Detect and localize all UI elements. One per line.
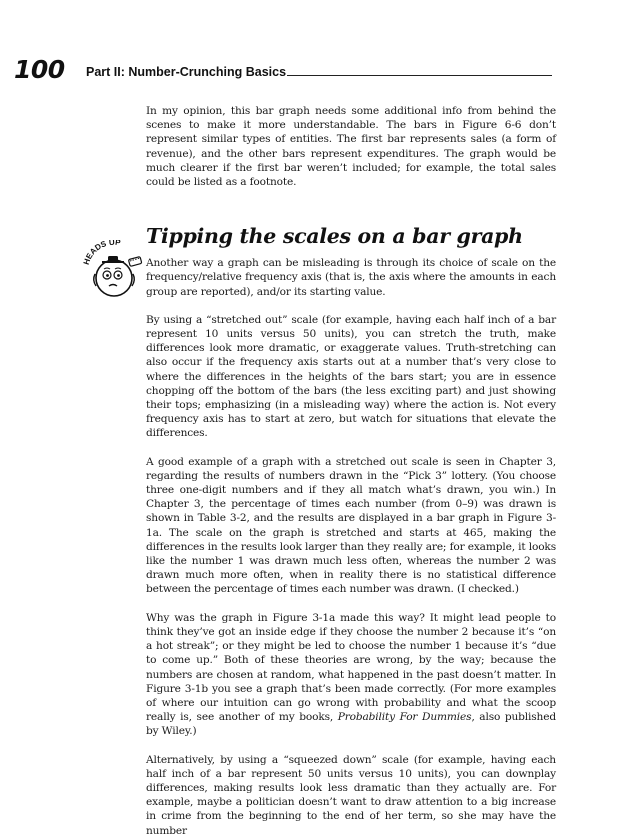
body-paragraph: By using a “stretched out” scale (for example, having each half inch of a bar represent 10 units versus 50 units), you can stretch the truth, make differences look more dramatic, or exaggerate values. Truth-stretching can also occur if the frequency axis starts out at a number that’s very close to where the differences in the heights of the bars start; you are in essence chopping off the bottom of the bars (the less exciting part) and just showing their tops; emphasizing (in a misleading way) where the action is. Not every frequency axis has to start at zero, but watch for situations that elevate the differences. [146, 313, 556, 440]
heads-up-icon-label: HEADS UP [82, 240, 122, 266]
heads-up-icon [82, 240, 146, 300]
body-paragraph-why [146, 611, 556, 739]
body-paragraph: A good example of a graph with a stretched out scale is seen in Chapter 3, regarding the results of numbers drawn in the “Pick 3” lottery. (You choose three one-digit numbers and if they all match what’s drawn, you win.) In Chapter 3, the percentage of times each number (from 0–9) was drawn is shown in Table 3-2, and the results are displayed in a bar graph in Figure 3-1a. The scale on the graph is stretched and starts at 465, making the differences in the results look larger than they really are; for example, it looks like the number 1 was drawn much less often, whereas the number 2 was drawn much more often, when in reality there is no statistical difference between the percentage of times each number was drawn. (I checked.) [146, 455, 556, 596]
section-heading: Tipping the scales on a bar graph [146, 224, 523, 249]
page-content [146, 104, 556, 838]
header-rule [287, 75, 552, 76]
body-paragraph: Another way a graph can be misleading is through its choice of scale on the frequency/relative frequency axis (that is, the axis where the amounts in each group are reported), and/or its starting value. [146, 257, 556, 298]
why-text-after: , also published by Wiley.) [146, 711, 556, 738]
heads-up-icon-graphic [82, 240, 146, 300]
book-title: Probability For Dummies [337, 711, 472, 724]
running-head: Part II: Number-Crunching Basics [86, 65, 287, 79]
page-header [14, 56, 554, 86]
intro-paragraph: In my opinion, this bar graph needs some additional info from behind the scenes to make it more understandable. The bars in Figure 6-6 don’t represent similar types of entities. The first bar represents sales (a form of revenue), and the other bars represent expenditures. The graph would be much clearer if the first bar weren’t included; for example, the total sales could be listed as a footnote. [146, 105, 556, 189]
page-number: 100 [14, 55, 65, 84]
why-text-before: Why was the graph in Figure 3-1a made this way? It might lead people to think they’ve got an inside edge if they choose the number 2 because it’s “on a hot streak”; or they might be led to choose the number 1 because it’s “due to come up.” Both of these theories are wrong, by the way; because the numbers are chosen at random, what happened in the past doesn’t matter. In Figure 3-1b you see a graph that’s been made correctly. (For more examples of where our intuition can go wrong with probability and what the scoop really is, see another of my books, [146, 611, 556, 724]
body-paragraph-last: Alternatively, by using a “squeezed down” scale (for example, having each half inch of a bar represent 50 units versus 10 units), you can downplay differences, making results look less dramatic than they actually are. For example, maybe a politician doesn’t want to draw attention to a big increase in crime from the beginning to the end of her term, so she may have the number [146, 753, 556, 837]
